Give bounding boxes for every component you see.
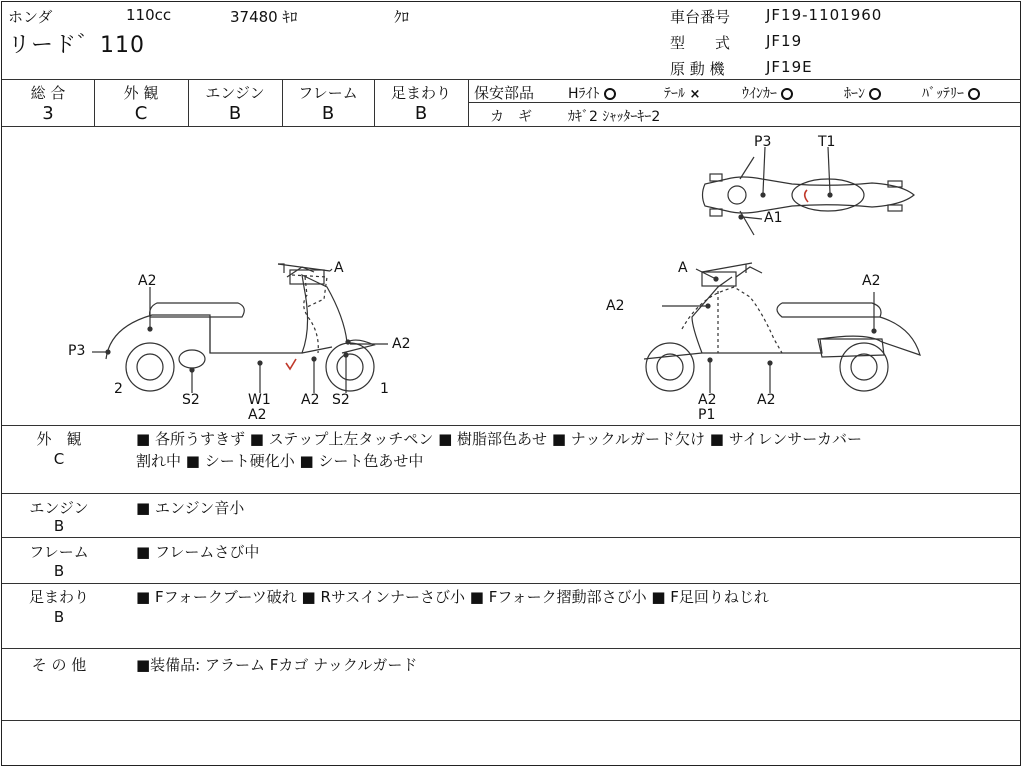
ok-circle-icon: [968, 88, 980, 100]
exterior-section-label: 外 観: [36, 430, 82, 448]
headlight-label: Hﾗｲﾄ: [568, 86, 600, 102]
engine-section-grade: B: [53, 517, 65, 535]
frame-section-grade: B: [53, 562, 65, 580]
divider: [2, 493, 1020, 494]
inspection-sheet: [1, 1, 1021, 766]
suspension-grade-value: B: [414, 103, 428, 124]
suspension-comment: ■ Fフォークブーツ破れ ■ Rサスインナーさび小 ■ Fフォーク摺動部さび小 ■ F足回りねじれ: [136, 588, 769, 606]
ng-cross-icon: ×: [689, 87, 701, 102]
chassis-label: 車台番号: [670, 8, 731, 26]
exterior-comment-line1: ■ 各所うすきず ■ ステップ上左タッチペン ■ 樹脂部色あせ ■ ナックルガード欠け ■ サイレンサーカバー: [136, 430, 863, 448]
diagram-label: P3: [68, 343, 86, 359]
type-label: 型 式: [670, 34, 731, 52]
horn-label: ﾎｰﾝ: [844, 86, 865, 102]
diagram-label: P3: [754, 134, 772, 150]
diagram-label: W1: [248, 392, 271, 408]
engine-model-value: JF19E: [766, 58, 813, 76]
displacement: 110cc: [126, 6, 172, 24]
diagram-label: A2: [757, 392, 776, 408]
diagram-label: A2: [606, 298, 625, 314]
diagram-label: A: [678, 260, 688, 276]
ok-circle-icon: [604, 88, 616, 100]
model-name: リード゛110: [8, 33, 145, 58]
suspension-section-label: 足まわり: [28, 588, 89, 606]
overall-grade-value: 3: [42, 103, 54, 124]
engine-comment: ■ エンジン音小: [136, 499, 245, 517]
type-value: JF19: [766, 32, 803, 50]
engine-section-label: エンジン: [29, 499, 89, 517]
divider: [2, 537, 1020, 538]
exterior-grade-label: 外 観: [123, 84, 159, 102]
engine-grade-value: B: [228, 103, 242, 124]
ok-circle-icon: [869, 88, 881, 100]
diagram-label: S2: [332, 392, 350, 408]
maker-name: ホンダ: [8, 8, 53, 26]
diagram-label: S2: [182, 392, 200, 408]
other-comment: ■装備品: アラーム Fカゴ ナックルガード: [136, 656, 418, 674]
taillight-item: [664, 83, 700, 103]
diagram-label: A1: [764, 210, 783, 226]
diagram-label: A2: [392, 336, 411, 352]
horn-item: [844, 83, 881, 103]
color: ｸﾛ: [394, 8, 410, 26]
exterior-grade-value: C: [134, 103, 148, 124]
engine-grade-label: エンジン: [205, 84, 265, 102]
battery-label: ﾊﾞｯﾃﾘｰ: [922, 86, 964, 102]
diagram-label: T1: [818, 134, 836, 150]
divider: [2, 648, 1020, 649]
exterior-section-grade: C: [53, 450, 65, 468]
engine-model-label: 原 動 機: [670, 60, 725, 78]
diagram-label: A2: [248, 407, 267, 423]
diagram-label: A2: [698, 392, 717, 408]
diagram-label: P1: [698, 407, 716, 423]
headlight-item: [568, 83, 616, 103]
overall-grade-label: 総 合: [30, 84, 66, 102]
key-label: カ ギ: [490, 109, 532, 125]
divider: [2, 79, 1020, 80]
safety-parts-label: 保安部品: [474, 84, 535, 102]
key-value: ｶｷﾞ2 ｼｬｯﾀｰｷｰ2: [568, 109, 661, 125]
diagram-label: A2: [301, 392, 320, 408]
ok-circle-icon: [781, 88, 793, 100]
suspension-section-grade: B: [53, 608, 65, 626]
diagram-label: A2: [862, 273, 881, 289]
mileage: 37480 ｷﾛ: [230, 8, 298, 26]
chassis-value: JF19-1101960: [766, 6, 883, 24]
frame-comment: ■ フレームさび中: [136, 543, 260, 561]
frame-grade-label: フレーム: [298, 84, 358, 102]
diagram-label: 2: [114, 381, 123, 397]
other-section-label: そ の 他: [31, 656, 87, 674]
divider: [2, 720, 1020, 721]
taillight-label: ﾃｰﾙ: [664, 86, 685, 102]
divider: [2, 425, 1020, 426]
diagram-label: A: [334, 260, 344, 276]
scooter-left-view-icon: [92, 264, 388, 393]
winker-label: ｳｲﾝｶｰ: [742, 86, 777, 102]
battery-item: [922, 83, 980, 103]
frame-section-label: フレーム: [29, 543, 89, 561]
diagram-label: 1: [380, 381, 389, 397]
exterior-comment-line2: 割れ中 ■ シート硬化小 ■ シート色あせ中: [136, 452, 424, 470]
diagram-label: A2: [138, 273, 157, 289]
divider: [2, 583, 1020, 584]
frame-grade-value: B: [321, 103, 335, 124]
winker-item: [742, 83, 793, 103]
suspension-grade-label: 足まわり: [390, 84, 451, 102]
scooter-top-view-icon: [703, 147, 915, 235]
